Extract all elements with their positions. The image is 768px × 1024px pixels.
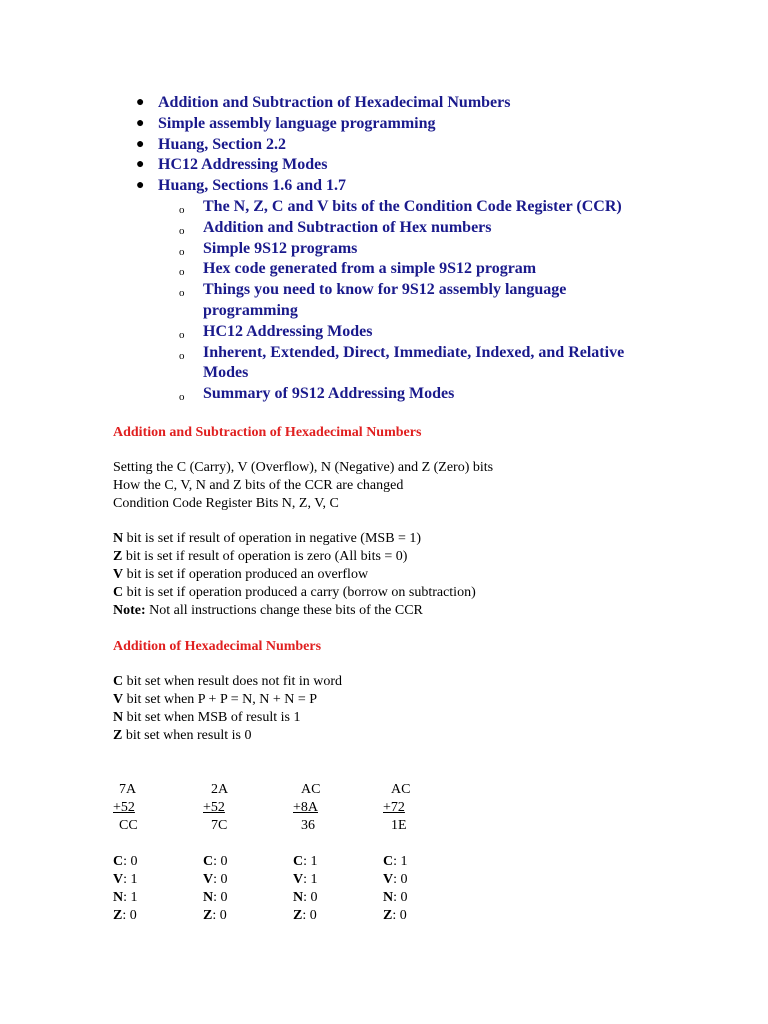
bullet-icon: ● — [136, 115, 145, 131]
addition-example — [383, 781, 410, 925]
intro-line: How the C, V, N and Z bits of the CCR are changed — [113, 478, 404, 493]
circle-bullet-icon: o — [179, 266, 185, 279]
flag-v: V: 1 — [293, 872, 318, 887]
addition-example — [293, 781, 320, 925]
rule-line: N bit set when MSB of result is 1 — [113, 710, 301, 725]
toc-subitem[interactable]: o Inherent, Extended, Direct, Immediate, Indexed, and Relative Modes — [179, 343, 625, 382]
flag-v: V: 0 — [383, 872, 408, 887]
toc-item[interactable]: ● HC12 Addressing Modes — [133, 155, 693, 176]
flag-z: Z: 0 — [113, 908, 137, 923]
bullet-icon: ● — [136, 157, 145, 173]
toc-subitem[interactable]: o Things you need to know for 9S12 assembly language programming — [179, 281, 567, 319]
operand-a: AC — [391, 782, 411, 797]
addition-rules — [113, 673, 342, 745]
rule-line: C bit set when result does not fit in word — [113, 674, 343, 689]
flag-z: Z: 0 — [203, 908, 227, 923]
flag-n: N: 0 — [383, 890, 408, 905]
intro-line: Setting the C (Carry), V (Overflow), N (Negative) and Z (Zero) bits — [113, 460, 494, 475]
operand-b: +72 — [383, 800, 405, 815]
circle-bullet-icon: o — [179, 287, 185, 300]
flag-z: Z: 0 — [383, 908, 407, 923]
sum: CC — [119, 818, 138, 833]
toc-subitem[interactable]: o Simple 9S12 programs — [179, 239, 693, 260]
toc-item[interactable]: ● Huang, Section 2.2 — [133, 135, 693, 156]
toc-subitem[interactable]: o Summary of 9S12 Addressing Modes — [179, 384, 693, 405]
note-line: Note: Not all instructions change these bits of the CCR — [113, 603, 423, 618]
toc-item[interactable]: ● Huang, Sections 1.6 and 1.7 o The N, Z, C and V bits of the Condition Code Register (CCR) o Addition and Subtraction of Hex numbers o Simple 9S12 programs o Hex code generated from a simple 9S12 program o Things you need to know for 9S12 assembly language programming o HC12 Addressing Modes o Inherent, Extended, Direct, Immediate, Indexed, and Relative Modes o Summary of 9S12 Addressing Modes — [133, 176, 693, 405]
flag-n: N: 0 — [203, 890, 228, 905]
toc-subitem[interactable]: o Addition and Subtraction of Hex numbers — [179, 218, 693, 239]
rule-line: Z bit set when result is 0 — [113, 728, 252, 743]
addition-example — [113, 781, 138, 925]
addition-example — [203, 781, 228, 925]
rule-line: C bit is set if operation produced a carry (borrow on subtraction) — [113, 585, 476, 600]
bullet-icon: ● — [136, 95, 145, 110]
toc-sublist — [179, 197, 693, 405]
flag-c: C: 1 — [383, 854, 408, 869]
sum: 36 — [301, 818, 315, 833]
flag-n: N: 1 — [113, 890, 138, 905]
intro-line: Condition Code Register Bits N, Z, V, C — [113, 496, 339, 511]
flag-c: C: 0 — [113, 854, 138, 869]
flag-z: Z: 0 — [293, 908, 317, 923]
ccr-bit-rules — [113, 530, 476, 620]
circle-bullet-icon: o — [179, 224, 185, 237]
circle-bullet-icon: o — [179, 203, 185, 216]
flag-c: C: 1 — [293, 854, 318, 869]
circle-bullet-icon: o — [179, 391, 185, 404]
circle-bullet-icon: o — [179, 349, 185, 362]
section-heading: Addition of Hexadecimal Numbers — [113, 639, 322, 654]
operand-b: +52 — [203, 800, 225, 815]
toc-subitem[interactable]: o HC12 Addressing Modes — [179, 322, 693, 343]
circle-bullet-icon: o — [179, 245, 185, 258]
rule-line: V bit set when P + P = N, N + N = P — [113, 692, 318, 707]
rule-line: Z bit is set if result of operation is zero (All bits = 0) — [113, 549, 408, 564]
flag-n: N: 0 — [293, 890, 318, 905]
operand-b: +52 — [113, 800, 135, 815]
flag-v: V: 0 — [203, 872, 228, 887]
sum: 1E — [391, 818, 407, 833]
rule-line: V bit is set if operation produced an overflow — [113, 567, 369, 582]
toc-subitem[interactable]: o The N, Z, C and V bits of the Condition Code Register (CCR) — [179, 197, 693, 218]
sum: 7C — [211, 818, 228, 833]
section-heading: Addition and Subtraction of Hexadecimal Numbers — [113, 425, 422, 440]
toc-item[interactable]: ● Simple assembly language programming — [133, 114, 693, 135]
bullet-icon: ● — [136, 178, 145, 194]
flag-v: V: 1 — [113, 872, 138, 887]
toc-subitem[interactable]: o Hex code generated from a simple 9S12 program — [179, 259, 693, 280]
operand-b: +8A — [293, 800, 319, 815]
toc-item[interactable]: ● Addition and Subtraction of Hexadecimal Numbers — [133, 93, 693, 114]
operand-a: 2A — [211, 782, 229, 797]
flag-c: C: 0 — [203, 854, 228, 869]
circle-bullet-icon: o — [179, 328, 185, 341]
table-of-contents — [133, 93, 693, 405]
intro-text — [113, 459, 493, 513]
operand-a: AC — [301, 782, 321, 797]
operand-a: 7A — [119, 782, 137, 797]
rule-line: N bit is set if result of operation in negative (MSB = 1) — [113, 531, 422, 546]
bullet-icon: ● — [136, 136, 145, 152]
